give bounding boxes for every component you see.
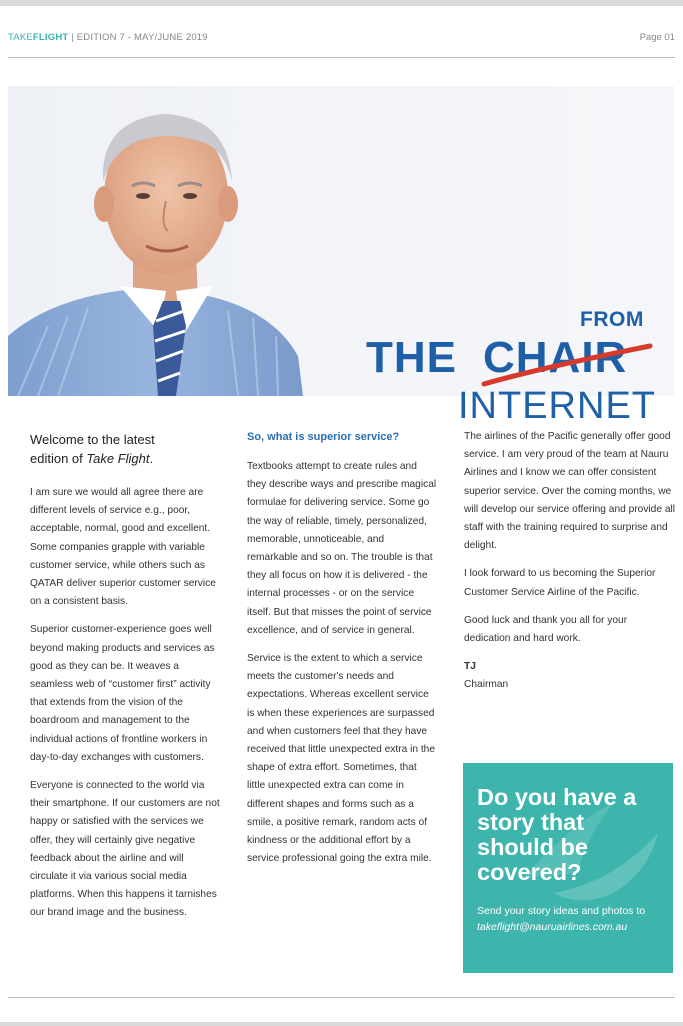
signature-name: TJ <box>464 661 476 673</box>
title-internet: INTERNET <box>458 385 656 427</box>
header-divider <box>8 57 675 58</box>
article-column-2 <box>247 428 437 878</box>
signature-title: Chairman <box>464 679 509 691</box>
welcome-line-2: edition of <box>30 451 87 466</box>
welcome-heading <box>30 430 220 468</box>
brand-flight: FLIGHT <box>32 32 69 43</box>
article-column-1 <box>30 430 220 933</box>
paragraph: Service is the extent to which a service meets the customer's needs and expectations. Whereas excellent service is when these experiences are surpassed and when customers feel that they have received that little unexpected extra in the shape of extra effort. Sometimes, that little unexpected extra can come in different shapes and forms such as a smile, a positive remark, random acts of kindness or the additional effort by a service professional going the extra mile. <box>247 653 436 865</box>
title-chair: CHAIR <box>483 333 628 382</box>
page-number: Page 01 <box>639 32 675 43</box>
brand-take: TAKE <box>8 32 33 43</box>
paragraph: I look forward to us becoming the Superior Customer Service Airline of the Pacific. <box>464 568 656 598</box>
callout-heading: Do you have a story that should be covered? <box>477 784 637 885</box>
section-subheading: So, what is superior service? <box>247 431 400 443</box>
welcome-period: . <box>149 451 154 466</box>
title-the: THE <box>366 333 457 382</box>
paragraph: The airlines of the Pacific generally offer good service. I am very proud of the team at Nauru Airlines and I know we can offer consistent superior service. Over the coming months, we will develop our service offering and provide all staff with the training required to surprise and delight. <box>464 431 676 552</box>
footer-divider <box>8 997 675 998</box>
story-callout-box <box>463 763 673 973</box>
publication-brand <box>8 32 208 43</box>
callout-email-link[interactable]: takeflight@nauruairlines.com.au <box>477 921 628 933</box>
paragraph: Everyone is connected to the world via their smartphone. If our customers are not happy or satisfied with the services we offer, they will certainly give negative feedback about the airline and will circulate it via various social media platforms. When this happens it tarnishes our brand image and the business. <box>30 780 220 919</box>
strikethrough-icon <box>480 340 655 390</box>
article-column-3 <box>464 428 676 695</box>
top-bar <box>0 0 683 6</box>
edition-label: | EDITION 7 - MAY/JUNE 2019 <box>68 32 208 43</box>
paragraph: Superior customer-experience goes well beyond making products and services as good as they can be. It weaves a seamless web of “customer first” activity that extends from the vision of the boardroom and management to the individual actions of frontline workers in day-to-day exchanges with customers. <box>30 624 215 763</box>
paragraph: Good luck and thank you all for your dedication and hard work. <box>464 614 628 645</box>
paragraph: I am sure we would all agree there are different levels of service e.g., poor, acceptable, normal, good and excellent. Some companies grapple with variable customer service, while others such as QATAR deliver superior customer service on a consistent basis. <box>30 487 216 608</box>
bottom-bar <box>0 1022 683 1026</box>
paragraph: Textbooks attempt to create rules and they describe ways and prescribe magical formulae for delivering service. Some go the way of reliable, timely, personalized, memorable, unnoticeable, and remarkable and so on. The trouble is that they all focus on how it is delivered - the internal processes - or on the service itself. But that misses the point of service excellence, and of service in general. <box>247 461 437 636</box>
welcome-publication-name: Take Flight <box>86 451 150 466</box>
callout-instructions: Send your story ideas and photos to <box>477 905 646 917</box>
callout-text <box>477 903 672 935</box>
page-header <box>8 28 675 50</box>
welcome-line-1: Welcome to the latest <box>30 432 155 447</box>
title-from: FROM <box>580 308 644 331</box>
